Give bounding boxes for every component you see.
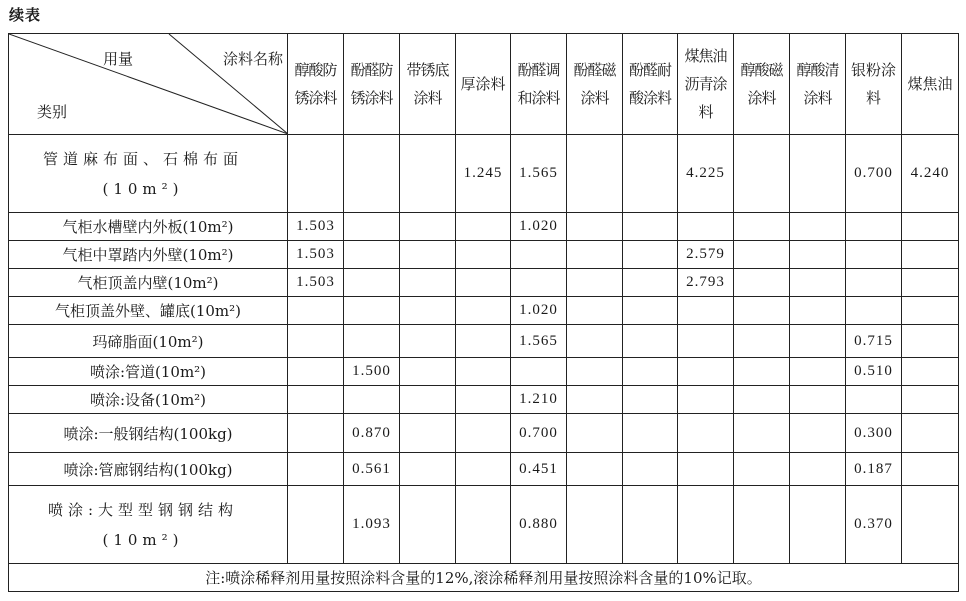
value-cell <box>734 486 790 564</box>
corner-label-category: 类别 <box>37 103 68 121</box>
value-cell <box>567 241 623 269</box>
value-cell <box>511 241 567 269</box>
value-cell: 0.700 <box>511 414 567 453</box>
value-cell <box>456 358 511 386</box>
column-header-9: 醇酸磁涂料 <box>734 34 790 135</box>
coating-usage-table <box>8 33 959 592</box>
value-cell <box>734 453 790 486</box>
value-cell <box>846 386 902 414</box>
value-cell <box>902 297 959 325</box>
table-row <box>9 453 959 486</box>
value-cell <box>623 213 678 241</box>
value-cell <box>288 297 344 325</box>
value-cell <box>734 269 790 297</box>
value-cell <box>623 414 678 453</box>
value-cell <box>344 213 400 241</box>
table-row <box>9 325 959 358</box>
value-cell <box>623 135 678 213</box>
value-cell <box>846 269 902 297</box>
value-cell <box>790 241 846 269</box>
value-cell <box>344 297 400 325</box>
value-cell <box>734 135 790 213</box>
table-body <box>9 135 959 564</box>
column-header-6: 酚醛磁涂料 <box>567 34 623 135</box>
value-cell <box>456 241 511 269</box>
value-cell <box>623 241 678 269</box>
column-header-7: 酚醛耐酸涂料 <box>623 34 678 135</box>
column-header-11: 银粉涂料 <box>846 34 902 135</box>
column-header-4: 厚涂料 <box>456 34 511 135</box>
value-cell <box>288 453 344 486</box>
value-cell <box>902 325 959 358</box>
value-cell <box>790 269 846 297</box>
value-cell <box>344 386 400 414</box>
value-cell <box>790 386 846 414</box>
row-category: 喷涂:管道(10m²) <box>9 358 288 386</box>
value-cell <box>456 486 511 564</box>
value-cell <box>790 486 846 564</box>
row-category: 喷涂:设备(10m²) <box>9 386 288 414</box>
value-cell <box>790 325 846 358</box>
value-cell <box>511 269 567 297</box>
value-cell <box>511 358 567 386</box>
value-cell <box>623 453 678 486</box>
row-category: 气柜顶盖外壁、罐底(10m²) <box>9 297 288 325</box>
footnote: 注:喷涂稀释剂用量按照涂料含量的12%,滚涂稀释剂用量按照涂料含量的10%记取。 <box>9 564 959 592</box>
value-cell <box>902 486 959 564</box>
row-category: 喷涂:一般钢结构(100kg) <box>9 414 288 453</box>
header-row <box>9 34 959 135</box>
value-cell <box>567 386 623 414</box>
value-cell <box>288 486 344 564</box>
value-cell <box>400 269 456 297</box>
value-cell <box>400 386 456 414</box>
value-cell <box>456 269 511 297</box>
value-cell: 0.370 <box>846 486 902 564</box>
value-cell <box>400 453 456 486</box>
value-cell <box>288 414 344 453</box>
value-cell <box>400 135 456 213</box>
value-cell <box>790 358 846 386</box>
table-row <box>9 386 959 414</box>
value-cell: 1.093 <box>344 486 400 564</box>
value-cell <box>623 386 678 414</box>
value-cell: 0.715 <box>846 325 902 358</box>
value-cell <box>678 297 734 325</box>
value-cell: 1.503 <box>288 269 344 297</box>
value-cell <box>678 358 734 386</box>
value-cell: 0.187 <box>846 453 902 486</box>
value-cell <box>400 358 456 386</box>
table-row <box>9 297 959 325</box>
value-cell: 1.503 <box>288 213 344 241</box>
value-cell <box>288 325 344 358</box>
column-header-1: 醇酸防锈涂料 <box>288 34 344 135</box>
row-category: 气柜水槽壁内外板(10m²) <box>9 213 288 241</box>
column-header-5: 酚醛调和涂料 <box>511 34 567 135</box>
value-cell <box>344 325 400 358</box>
value-cell <box>846 213 902 241</box>
column-header-2: 酚醛防锈涂料 <box>344 34 400 135</box>
value-cell <box>344 269 400 297</box>
value-cell: 0.561 <box>344 453 400 486</box>
column-header-10: 醇酸清涂料 <box>790 34 846 135</box>
value-cell <box>734 213 790 241</box>
value-cell <box>623 358 678 386</box>
value-cell <box>623 297 678 325</box>
value-cell <box>678 414 734 453</box>
value-cell <box>790 213 846 241</box>
value-cell <box>567 358 623 386</box>
value-cell <box>344 135 400 213</box>
value-cell <box>678 325 734 358</box>
column-header-3: 带锈底涂料 <box>400 34 456 135</box>
value-cell <box>400 325 456 358</box>
value-cell <box>734 241 790 269</box>
value-cell <box>902 453 959 486</box>
value-cell <box>400 297 456 325</box>
value-cell <box>734 386 790 414</box>
table-row <box>9 135 959 213</box>
value-cell: 2.579 <box>678 241 734 269</box>
value-cell: 1.020 <box>511 213 567 241</box>
value-cell <box>400 213 456 241</box>
note-row <box>9 564 959 592</box>
row-category: 气柜中罩踏内外壁(10m²) <box>9 241 288 269</box>
column-header-12: 煤焦油 <box>902 34 959 135</box>
corner-label-quantity: 用量 <box>103 50 134 68</box>
value-cell <box>400 241 456 269</box>
value-cell <box>902 414 959 453</box>
row-category: 气柜顶盖内壁(10m²) <box>9 269 288 297</box>
value-cell <box>678 486 734 564</box>
value-cell <box>623 325 678 358</box>
value-cell <box>567 297 623 325</box>
value-cell <box>456 453 511 486</box>
value-cell <box>902 269 959 297</box>
value-cell: 0.300 <box>846 414 902 453</box>
value-cell <box>790 414 846 453</box>
value-cell <box>790 297 846 325</box>
corner-label-coating-name: 涂料名称 <box>222 50 283 68</box>
value-cell <box>734 414 790 453</box>
row-category: 喷涂:大型型钢钢结构(10m²) <box>9 486 288 564</box>
value-cell <box>567 453 623 486</box>
value-cell: 1.245 <box>456 135 511 213</box>
value-cell <box>567 269 623 297</box>
value-cell <box>456 325 511 358</box>
value-cell: 0.880 <box>511 486 567 564</box>
value-cell <box>902 358 959 386</box>
value-cell: 1.565 <box>511 325 567 358</box>
value-cell <box>456 213 511 241</box>
value-cell <box>678 213 734 241</box>
table-row <box>9 486 959 564</box>
row-category: 喷涂:管廊钢结构(100kg) <box>9 453 288 486</box>
table-continued-title: 续表 <box>9 6 42 24</box>
value-cell: 1.210 <box>511 386 567 414</box>
value-cell <box>456 414 511 453</box>
value-cell <box>567 135 623 213</box>
value-cell <box>902 386 959 414</box>
value-cell <box>902 213 959 241</box>
value-cell <box>400 486 456 564</box>
value-cell <box>678 453 734 486</box>
value-cell: 0.700 <box>846 135 902 213</box>
value-cell <box>456 386 511 414</box>
table-row <box>9 414 959 453</box>
value-cell <box>623 486 678 564</box>
value-cell: 1.565 <box>511 135 567 213</box>
value-cell <box>734 358 790 386</box>
value-cell: 0.870 <box>344 414 400 453</box>
table-row <box>9 241 959 269</box>
value-cell: 1.503 <box>288 241 344 269</box>
value-cell <box>567 325 623 358</box>
value-cell <box>288 135 344 213</box>
value-cell: 1.020 <box>511 297 567 325</box>
value-cell <box>344 241 400 269</box>
value-cell <box>623 269 678 297</box>
value-cell: 0.451 <box>511 453 567 486</box>
table-row <box>9 269 959 297</box>
value-cell <box>790 453 846 486</box>
value-cell <box>790 135 846 213</box>
value-cell: 2.793 <box>678 269 734 297</box>
value-cell <box>734 325 790 358</box>
value-cell <box>734 297 790 325</box>
table-row <box>9 358 959 386</box>
column-header-8: 煤焦油沥青涂料 <box>678 34 734 135</box>
value-cell: 0.510 <box>846 358 902 386</box>
value-cell <box>902 241 959 269</box>
value-cell <box>456 297 511 325</box>
value-cell <box>288 358 344 386</box>
row-category: 管道麻布面、石棉布面(10m²) <box>9 135 288 213</box>
value-cell <box>400 414 456 453</box>
value-cell: 1.500 <box>344 358 400 386</box>
table-row <box>9 213 959 241</box>
value-cell: 4.240 <box>902 135 959 213</box>
value-cell <box>567 414 623 453</box>
value-cell <box>846 297 902 325</box>
value-cell <box>846 241 902 269</box>
value-cell <box>567 213 623 241</box>
value-cell <box>288 386 344 414</box>
value-cell: 4.225 <box>678 135 734 213</box>
corner-header-cell <box>9 34 288 135</box>
value-cell <box>567 486 623 564</box>
row-category: 玛碲脂面(10m²) <box>9 325 288 358</box>
value-cell <box>678 386 734 414</box>
